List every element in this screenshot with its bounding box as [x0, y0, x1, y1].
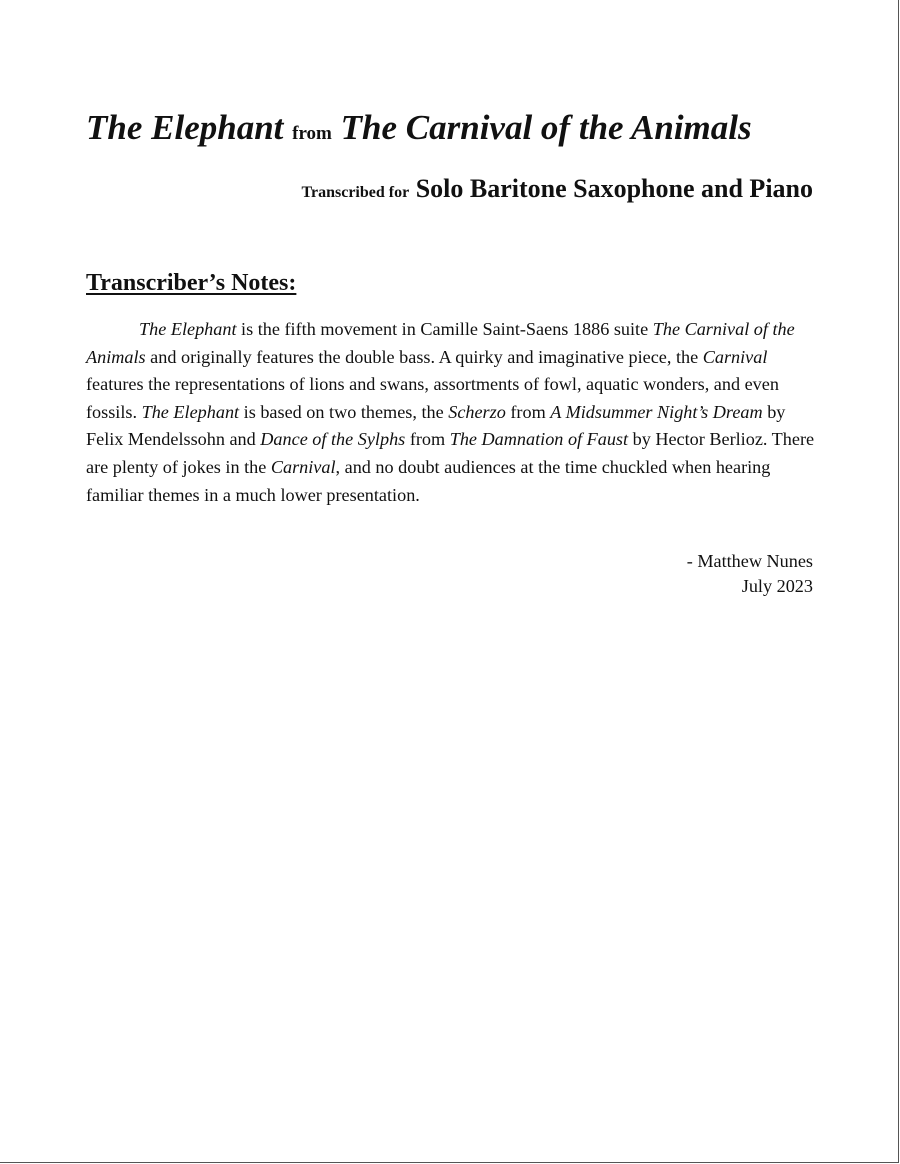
signature-date: July 2023 — [741, 576, 813, 596]
subtitle-instrumentation: Solo Baritone Saxophone and Piano — [415, 174, 813, 203]
notes-text-segment: , and no doubt audiences at the time chuckled when hearing familiar themes in a much lower presentation. — [86, 456, 771, 505]
signature-block — [687, 549, 813, 599]
notes-italic-segment: The Elephant — [139, 319, 237, 339]
notes-text-segment: from — [505, 401, 551, 422]
notes-text-segment: features the representations of lions and swans, assortments of fowl, aquatic wonders, and even fossils. — [86, 374, 779, 422]
notes-italic-segment: Carnival — [270, 456, 336, 477]
notes-text-segment: is based on two themes, the — [239, 401, 449, 422]
page-title — [86, 106, 846, 156]
title-connector: from — [292, 123, 332, 144]
notes-italic-segment: The Elephant — [141, 401, 240, 422]
notes-text-segment: from — [405, 429, 450, 450]
notes-italic-segment: The Carnival of the Animals — [86, 319, 795, 367]
notes-italic-segment: Scherzo — [448, 401, 506, 422]
title-piece: The Elephant — [86, 108, 284, 147]
notes-text-segment: by Felix Mendelssohn and — [86, 401, 786, 450]
notes-italic-segment: The Damnation of Faust — [449, 429, 629, 450]
title-work: The Carnival of the Animals — [340, 108, 752, 147]
subtitle-prefix: Transcribed for — [301, 184, 410, 201]
notes-italic-segment: Dance of the Sylphs — [260, 429, 406, 450]
notes-paragraph — [86, 316, 818, 509]
notes-italic-segment: Carnival — [702, 346, 768, 367]
notes-italic-segment: A Midsummer Night’s Dream — [550, 401, 763, 422]
page-subtitle — [302, 172, 814, 210]
notes-heading: Transcriber’s Notes: — [86, 270, 297, 296]
notes-text-segment: is the fifth movement in Camille Saint-Saens 1886 suite — [236, 319, 653, 339]
notes-text-segment: by Hector Berlioz. There are plenty of jokes in the — [86, 429, 815, 477]
notes-text-segment: and originally features the double bass. A quirky and imaginative piece, the — [145, 346, 703, 367]
signature-author: - Matthew Nunes — [686, 551, 813, 571]
